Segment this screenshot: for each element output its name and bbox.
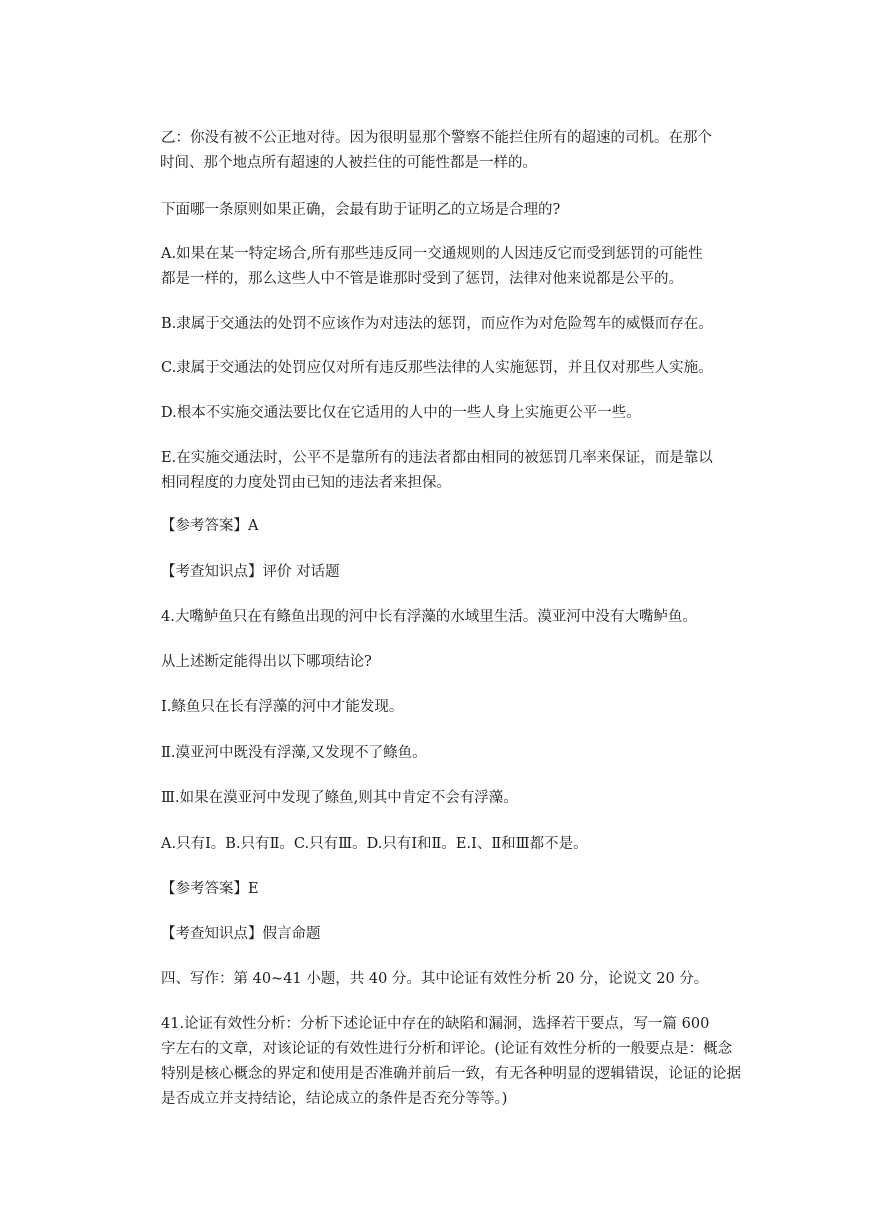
- text-line: A.如果在某一特定场合,所有那些违反同一交通规则的人因违反它而受到惩罚的可能性: [161, 246, 703, 262]
- text-line: B.隶属于交通法的处罚不应该作为对违法的惩罚，而应作为对危险驾车的威慑而存在。: [161, 316, 713, 332]
- question-4-options: [161, 832, 721, 857]
- text-line: 下面哪一条原则如果正确，会最有助于证明乙的立场是合理的?: [161, 202, 561, 218]
- dialogue-yi-paragraph: [161, 126, 721, 176]
- text-line: 字左右的文章，对该论证的有效性进行分析和评论。(论证有效性分析的一般要点是：概念: [161, 1041, 733, 1057]
- text-line: 乙：你没有被不公正地对待。因为很明显那个警察不能拦住所有的超速的司机。在那个: [161, 130, 712, 146]
- question-4: [161, 605, 721, 630]
- text-line: Ⅰ.鲦鱼只在长有浮藻的河中才能发现。: [161, 699, 404, 715]
- option-a: [161, 242, 721, 292]
- statement-2: [161, 741, 721, 766]
- text-line: 4.大嘴鲈鱼只在有鲦鱼出现的河中长有浮藻的水域里生活。漠亚河中没有大嘴鲈鱼。: [161, 609, 697, 625]
- knowledge-point-4: [161, 922, 721, 947]
- text-line: 【考查知识点】评价 对话题: [161, 564, 340, 580]
- text-line: D.根本不实施交通法要比仅在它适用的人中的一些人身上实施更公平一些。: [161, 405, 641, 421]
- option-d: [161, 401, 721, 426]
- text-line: 时间、那个地点所有超速的人被拦住的可能性都是一样的。: [160, 155, 537, 171]
- text-line: 特别是核心概念的界定和使用是否准确并前后一致，有无各种明显的逻辑错误，论证的论据: [161, 1066, 741, 1082]
- text-line: Ⅲ.如果在漠亚河中发现了鲦鱼,则其中肯定不会有浮藻。: [161, 790, 518, 806]
- text-line: 41.论证有效性分析：分析下述论证中存在的缺陷和漏洞，选择若干要点，写一篇 600: [161, 1016, 710, 1032]
- text-line: 是否成立并支持结论，结论成立的条件是否充分等等。): [161, 1091, 508, 1107]
- text-line: 四、写作：第 40~41 小题，共 40 分。其中论证有效性分析 20 分，论说文 20 分。: [161, 971, 709, 987]
- option-b: [161, 312, 721, 337]
- question-41: [161, 1012, 741, 1112]
- answer-4: [161, 877, 721, 902]
- option-c: [161, 356, 721, 381]
- answer-3: [161, 514, 721, 539]
- text-line: 从上述断定能得出以下哪项结论?: [161, 654, 372, 670]
- question-4-ask: [161, 650, 721, 675]
- text-line: A.只有Ⅰ。B.只有Ⅱ。C.只有Ⅲ。D.只有Ⅰ和Ⅱ。E.Ⅰ、Ⅱ和Ⅲ都不是。: [161, 836, 588, 852]
- text-line: C.隶属于交通法的处罚应仅对所有违反那些法律的人实施惩罚，并且仅对那些人实施。: [161, 360, 713, 376]
- text-line: 【参考答案】E: [161, 881, 259, 897]
- section-writing-heading: [161, 967, 721, 992]
- knowledge-point-3: [161, 560, 721, 585]
- text-line: E.在实施交通法时，公平不是靠所有的违法者都由相同的被惩罚几率来保证，而是靠以: [161, 450, 713, 466]
- statement-3: [161, 786, 721, 811]
- option-e: [161, 446, 721, 496]
- text-line: 相同程度的力度处罚由已知的违法者来担保。: [161, 475, 451, 491]
- text-line: 都是一样的，那么这些人中不管是谁那时受到了惩罚，法律对他来说都是公平的。: [161, 271, 683, 287]
- statement-1: [161, 695, 721, 720]
- text-line: 【考查知识点】假言命题: [161, 926, 321, 942]
- question-prompt: [161, 198, 721, 223]
- text-line: Ⅱ.漠亚河中既没有浮藻,又发现不了鲦鱼。: [161, 745, 427, 761]
- text-line: 【参考答案】A: [161, 518, 259, 534]
